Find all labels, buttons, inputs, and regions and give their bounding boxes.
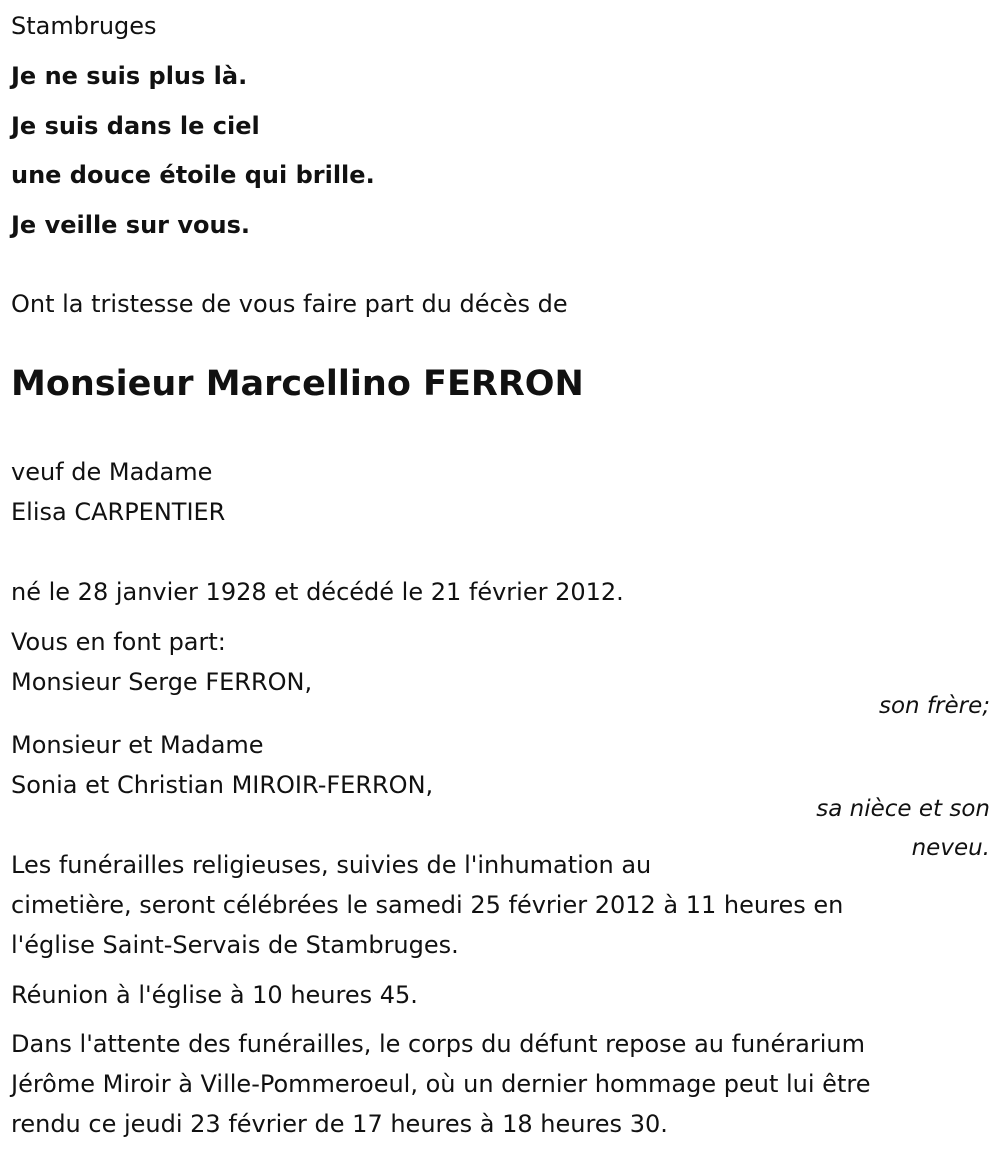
funeral-text-line: Les funérailles religieuses, suivies de l'inhumation au [11,851,652,879]
deceased-name: Monsieur Marcellino FERRON [11,364,584,404]
family-member-relation: sa nièce et son [816,796,990,822]
family-member-relation: son frère; [878,693,990,719]
family-intro: Vous en font part: [11,628,226,656]
poem-line: Je veille sur vous. [11,211,250,239]
funeral-text-line: l'église Saint-Servais de Stambruges. [11,931,459,959]
funeral-text-line: cimetière, seront célébrées le samedi 25 février 2012 à 11 heures en [11,891,844,919]
life-dates: né le 28 janvier 1928 et décédé le 21 février 2012. [11,578,624,606]
poem-line: une douce étoile qui brille. [11,161,375,189]
place-name: Stambruges [11,12,157,40]
rest-text-line: Dans l'attente des funérailles, le corps du défunt repose au funérarium [11,1030,865,1058]
family-member-relation: neveu. [911,835,990,861]
rest-text-line: Jérôme Miroir à Ville-Pommeroeul, où un dernier hommage peut lui être [11,1070,871,1098]
announcement-text: Ont la tristesse de vous faire part du décès de [11,290,568,318]
widow-line: Elisa CARPENTIER [11,498,226,526]
poem-line: Je suis dans le ciel [11,112,260,140]
poem-line: Je ne suis plus là. [11,62,248,90]
family-member-name: Monsieur Serge FERRON, [11,668,313,696]
family-member-name: Monsieur et Madame [11,731,264,759]
widow-line: veuf de Madame [11,458,213,486]
meeting-time: Réunion à l'église à 10 heures 45. [11,981,418,1009]
rest-text-line: rendu ce jeudi 23 février de 17 heures à 18 heures 30. [11,1110,668,1138]
family-member-name: Sonia et Christian MIROIR-FERRON, [11,771,434,799]
